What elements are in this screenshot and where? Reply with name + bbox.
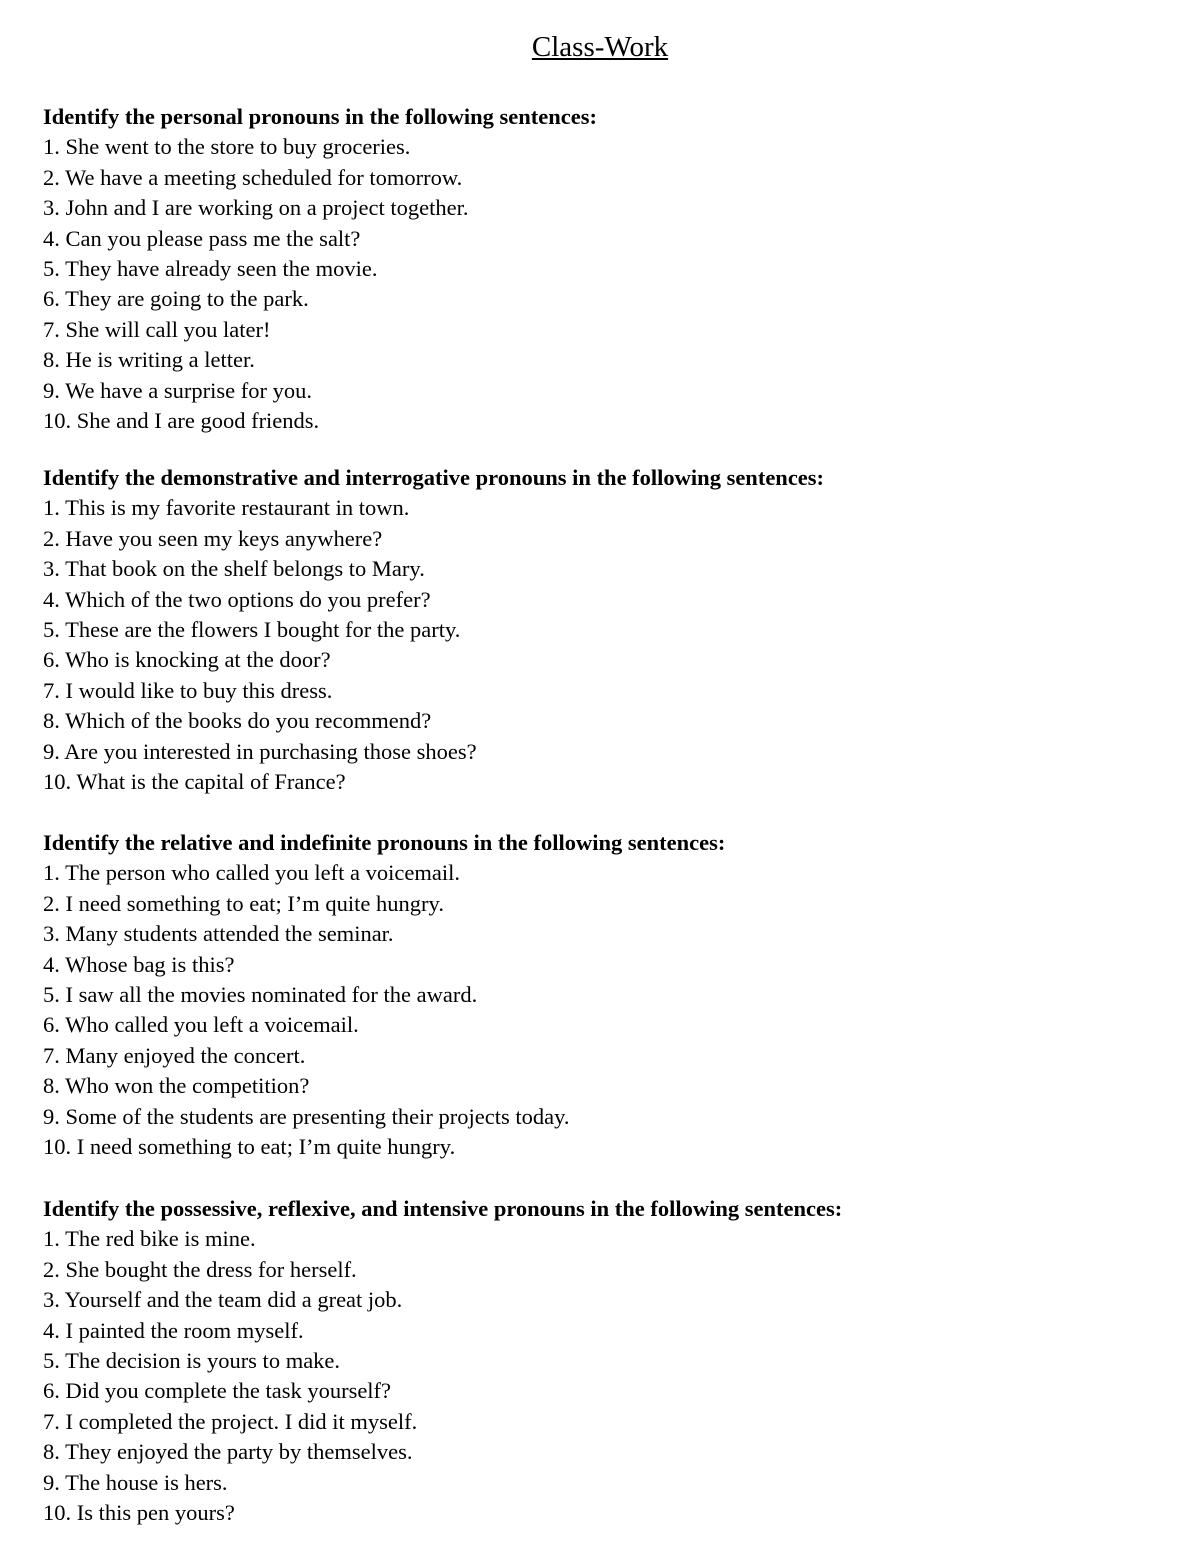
list-item: 10. I need something to eat; I’m quite hungry.	[43, 1134, 456, 1160]
list-item: 2. Have you seen my keys anywhere?	[43, 525, 383, 551]
section-demonstrative-interrogative	[43, 463, 1163, 797]
list-item: 1. The red bike is mine.	[43, 1226, 256, 1252]
list-item: 10. She and I are good friends.	[43, 408, 320, 434]
list-item: 5. These are the flowers I bought for the party.	[43, 617, 461, 643]
list-item: 8. Which of the books do you recommend?	[43, 708, 432, 734]
list-item: 5. They have already seen the movie.	[43, 256, 378, 282]
section-heading: Identify the demonstrative and interrogative pronouns in the following sentences:	[43, 465, 825, 490]
list-item: 9. Are you interested in purchasing those shoes?	[43, 738, 477, 764]
list-item: 10. Is this pen yours?	[43, 1500, 235, 1526]
list-item: 9. Some of the students are presenting their projects today.	[43, 1103, 570, 1129]
list-item: 8. Who won the competition?	[43, 1073, 310, 1099]
list-item: 7. Many enjoyed the concert.	[43, 1042, 306, 1068]
list-item: 8. He is writing a letter.	[43, 347, 255, 373]
list-item: 4. Whose bag is this?	[43, 951, 235, 977]
list-item: 5. I saw all the movies nominated for the award.	[43, 982, 478, 1008]
list-item: 2. She bought the dress for herself.	[43, 1256, 357, 1282]
list-item: 1. She went to the store to buy groceries.	[43, 134, 411, 160]
list-item: 3. Yourself and the team did a great job.	[43, 1287, 403, 1313]
list-item: 4. Which of the two options do you prefer?	[43, 586, 431, 612]
section-heading: Identify the personal pronouns in the following sentences:	[43, 104, 598, 129]
section-relative-indefinite	[43, 828, 1163, 1162]
list-item: 6. Who called you left a voicemail.	[43, 1012, 359, 1038]
list-item: 6. Did you complete the task yourself?	[43, 1378, 392, 1404]
list-item: 3. Many students attended the seminar.	[43, 921, 394, 947]
list-item: 3. John and I are working on a project together.	[43, 195, 469, 221]
list-item: 1. This is my favorite restaurant in town.	[43, 495, 410, 521]
section-heading: Identify the relative and indefinite pronouns in the following sentences:	[43, 830, 726, 855]
list-item: 9. We have a surprise for you.	[43, 377, 312, 403]
list-item: 6. They are going to the park.	[43, 286, 309, 312]
list-item: 4. Can you please pass me the salt?	[43, 225, 361, 251]
list-item: 2. I need something to eat; I’m quite hungry.	[43, 890, 444, 916]
list-item: 6. Who is knocking at the door?	[43, 647, 331, 673]
list-item: 7. I would like to buy this dress.	[43, 677, 333, 703]
list-item: 4. I painted the room myself.	[43, 1317, 304, 1343]
list-item: 7. I completed the project. I did it myself.	[43, 1408, 418, 1434]
list-item: 3. That book on the shelf belongs to Mary.	[43, 556, 425, 582]
list-item: 1. The person who called you left a voicemail.	[43, 860, 460, 886]
list-item: 2. We have a meeting scheduled for tomorrow.	[43, 164, 463, 190]
section-possessive-reflexive-intensive	[43, 1194, 1163, 1528]
list-item: 9. The house is hers.	[43, 1469, 228, 1495]
section-heading: Identify the possessive, reflexive, and intensive pronouns in the following sentences:	[43, 1196, 843, 1221]
section-personal-pronouns	[43, 102, 1163, 436]
list-item: 5. The decision is yours to make.	[43, 1348, 341, 1374]
list-item: 8. They enjoyed the party by themselves.	[43, 1439, 413, 1465]
list-item: 7. She will call you later!	[43, 316, 271, 342]
list-item: 10. What is the capital of France?	[43, 769, 346, 795]
page-title: Class-Work	[531, 31, 669, 63]
